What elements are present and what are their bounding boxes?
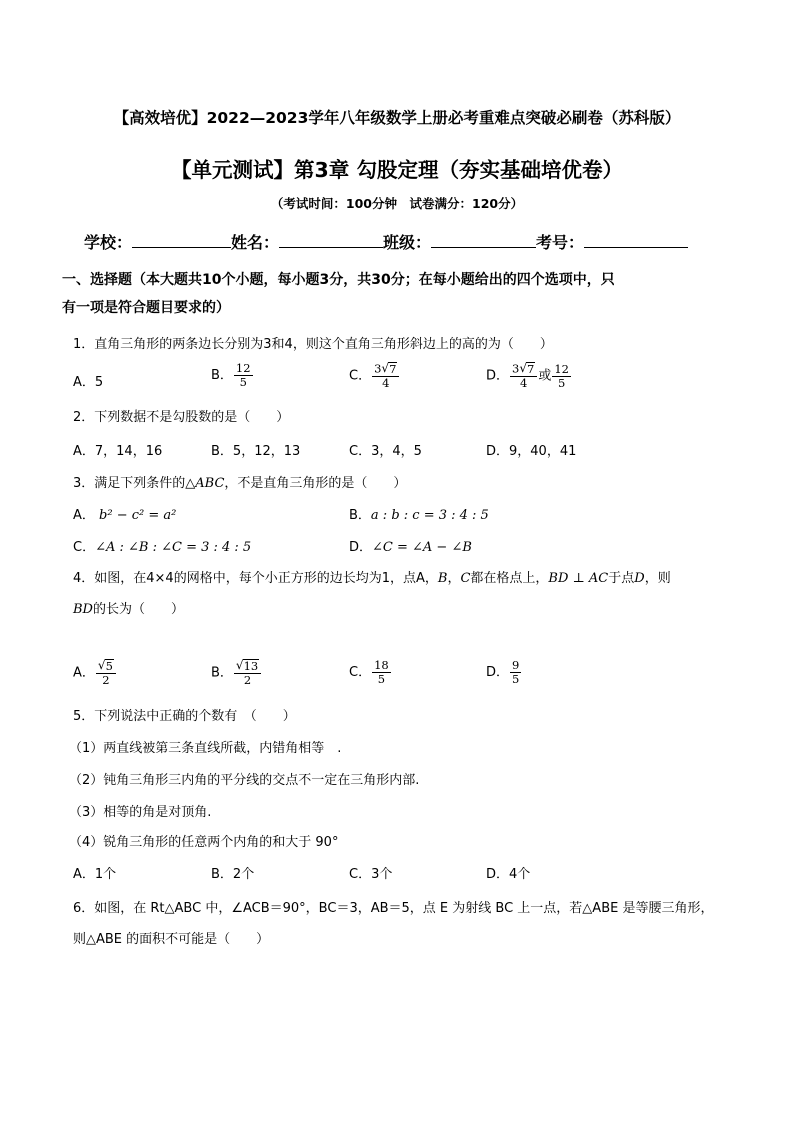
- q2-option-a: A．7，14，16: [73, 444, 163, 459]
- question-3-stem: 3．满足下列条件的△ABC，不是直角三角形的是（ ）: [73, 476, 407, 491]
- q2-option-d: D．9，40，41: [486, 444, 577, 459]
- question-4-stem-cont: BD的长为（ ）: [73, 602, 184, 617]
- question-2-stem: 2．下列数据不是勾股数的是（ ）: [73, 410, 290, 425]
- q5-option-a: A．1个: [73, 867, 117, 882]
- class-label: 班级：: [383, 233, 432, 252]
- question-1-stem: 1．直角三角形的两条边长分别为3和4，则这个直角三角形斜边上的高的为（ ）: [73, 337, 553, 352]
- page-title: 【单元测试】第3章 勾股定理（夯实基础培优卷）: [171, 158, 623, 182]
- name-label: 姓名：: [231, 233, 280, 252]
- q3-option-a: A． b² − c² = a²: [73, 508, 177, 523]
- q5-statement-2: （2）钝角三角形三内角的平分线的交点不一定在三角形内部.: [69, 773, 420, 788]
- class-field[interactable]: [431, 231, 536, 248]
- exam-number-label: 考号：: [536, 233, 585, 252]
- q5-option-d: D．4个: [486, 867, 531, 882]
- q1-option-d: D． 3 √ 7 4 或 $\frac{12}{5}$: [486, 361, 569, 391]
- school-field[interactable]: [132, 231, 231, 248]
- q5-statement-4: （4）锐角三角形的任意两个内角的和大于 90°: [69, 835, 339, 850]
- q3-option-c: C．∠A : ∠B : ∠C = 3 : 4 : 5: [73, 540, 252, 555]
- q5-option-b: B．2个: [211, 867, 255, 882]
- section-heading: 一、选择题（本大题共10个小题，每小题3分，共30分；在每小题给出的四个选项中，只: [62, 272, 615, 288]
- q2-option-c: C．3，4，5: [349, 444, 422, 459]
- q1-option-b: B． $\frac{12}{5}$: [211, 361, 251, 390]
- q3-option-b: B．a : b : c = 3 : 4 : 5: [349, 508, 489, 523]
- section-heading-cont: 有一项是符合题目要求的）: [62, 300, 230, 316]
- school-label: 学校：: [84, 233, 133, 252]
- question-5-stem: 5．下列说法中正确的个数有 （ ）: [73, 709, 296, 724]
- question-4-stem: 4．如图，在4×4的网格中，每个小正方形的边长均为1，点A，B，C都在格点上，BD ⊥ AC于点D，则: [73, 571, 671, 586]
- q1-option-a: A．5: [73, 375, 104, 390]
- q4-option-c: C． $\frac{18}{5}$: [349, 658, 389, 687]
- q5-statement-3: （3）相等的角是对顶角.: [69, 805, 212, 820]
- q4-option-b: B． √ 13 2: [211, 659, 262, 687]
- exam-meta: （考试时间：100分钟 试卷满分：120分）: [270, 196, 524, 211]
- q5-statement-1: （1）两直线被第三条直线所截，内错角相等 .: [69, 741, 342, 756]
- q5-option-c: C．3个: [349, 867, 393, 882]
- question-6-stem: 6．如图，在 Rt△ABC 中，∠ACB＝90°，BC＝3，AB＝5，点 E 为射线 BC 上一点，若△ABE 是等腰三角形，: [73, 901, 714, 916]
- series-title: 【高效培优】2022—2023学年八年级数学上册必考重难点突破必刷卷（苏科版）: [113, 109, 681, 127]
- q1-option-c: C． 3 √ 7 4: [349, 362, 400, 390]
- question-6-stem-cont: 则△ABE 的面积不可能是（ ）: [73, 932, 270, 947]
- q3-option-d: D．∠C = ∠A − ∠B: [349, 540, 472, 555]
- q4-option-a: A． √ 5 2: [73, 659, 117, 687]
- exam-number-field[interactable]: [584, 231, 688, 248]
- q4-option-d: D． $\frac{9}{5}$: [486, 658, 520, 687]
- q2-option-b: B．5，12，13: [211, 444, 301, 459]
- info-row: [84, 230, 688, 253]
- name-field[interactable]: [279, 231, 383, 248]
